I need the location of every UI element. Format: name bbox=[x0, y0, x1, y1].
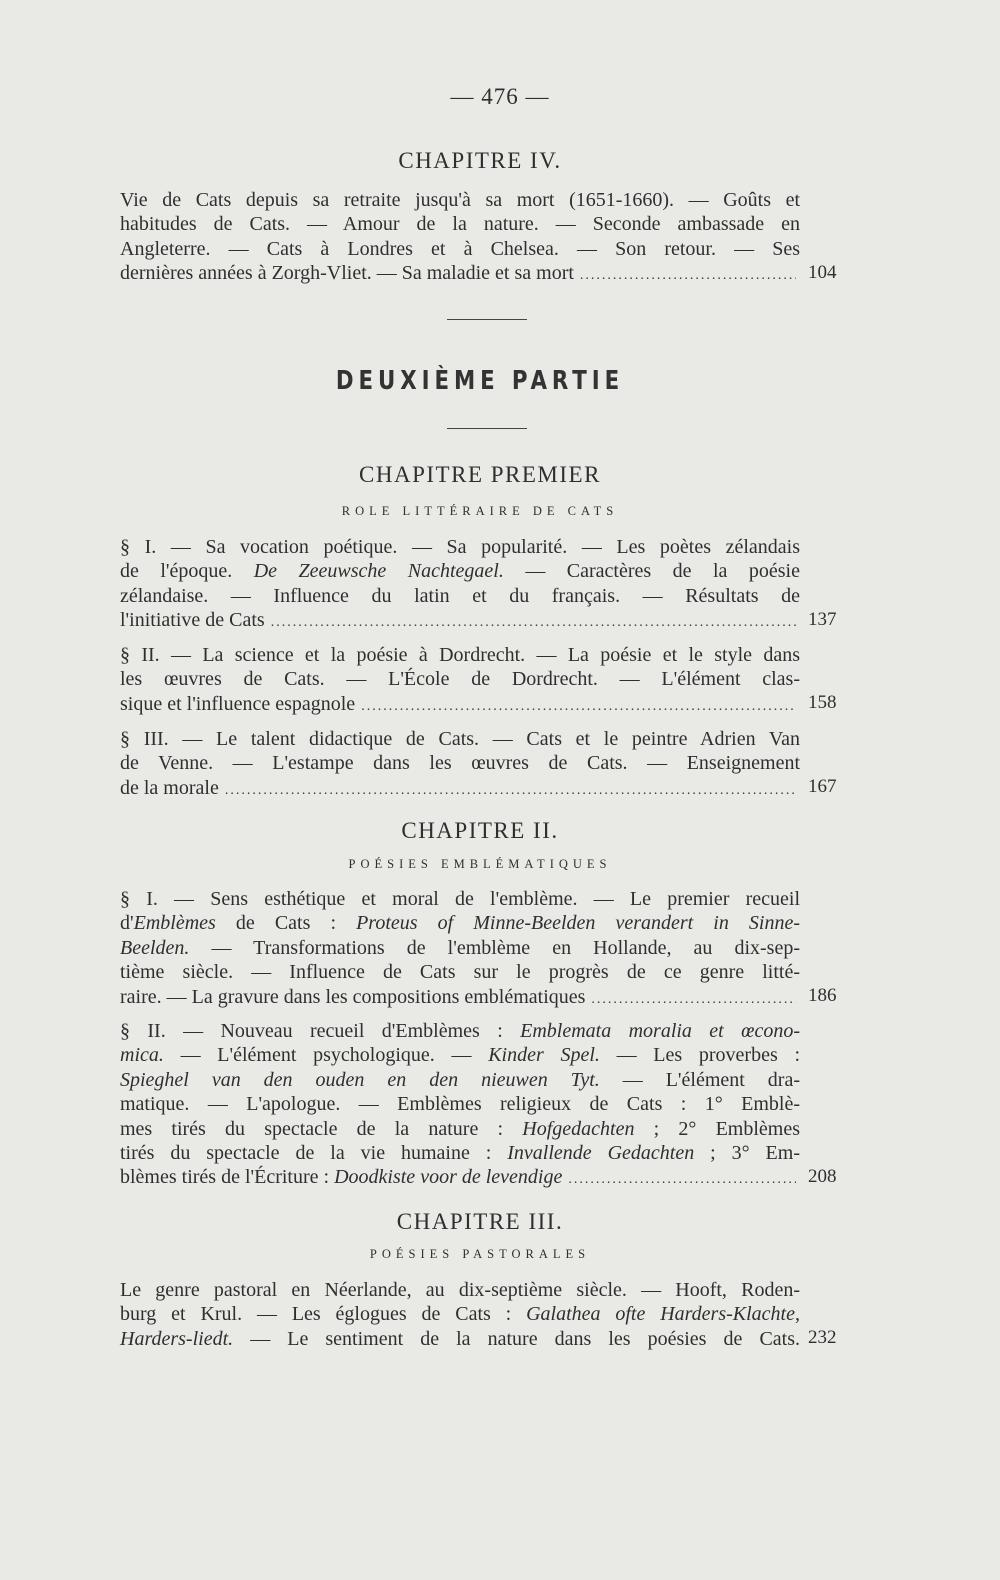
chapter-premier-subtitle: ROLE LITTÉRAIRE DE CATS bbox=[341, 504, 619, 518]
entry-last-line: l'initiative de Cats ..... bbox=[162, 608, 800, 635]
entry-line: les œuvres de Cats. — L'École de Dordrecht. — L'élément clas- bbox=[120, 668, 800, 691]
page-ref: 208 bbox=[808, 1166, 837, 1187]
page-ref: 232 bbox=[808, 1327, 837, 1348]
chapter-iv-entry bbox=[120, 188, 800, 289]
leader-dots bbox=[589, 988, 796, 1012]
entry-last-line: dernières années à Zorgh-Vliet. — Sa maladie et sa mort ..... bbox=[162, 261, 800, 288]
section-i bbox=[120, 887, 801, 1012]
entry-line: Harders-liedt. — Le sentiment de la nature dans les poésies de Cats. bbox=[120, 1327, 800, 1350]
entry-line: tirés du spectacle de la vie humaine : Invallende Gedachten ; 3° Em- bbox=[120, 1142, 800, 1165]
page-ref: 137 bbox=[808, 609, 837, 630]
entry-line: burg et Krul. — Les églogues de Cats : Galathea ofte Harders-Klachte, bbox=[120, 1303, 800, 1326]
entry-line: Spieghel van den ouden en den nieuwen Tyt. — L'élément dra- bbox=[120, 1068, 800, 1091]
entry-line: mica. — L'élément psychologique. — Kinder Spel. — Les proverbes : bbox=[120, 1044, 800, 1067]
page-ref: 186 bbox=[808, 985, 837, 1006]
section-ii bbox=[120, 643, 800, 719]
entry-last-line: sique et l'influence espagnole ..... bbox=[162, 692, 800, 719]
chapter-iv-title: CHAPITRE IV. bbox=[398, 148, 562, 173]
section-ii bbox=[120, 1019, 800, 1193]
entry-line: d'Emblèmes de Cats : Proteus of Minne-Beelden verandert in Sinne- bbox=[120, 912, 801, 935]
chapter-ii-subtitle: POÉSIES EMBLÉMATIQUES bbox=[348, 857, 612, 871]
page-ref: 167 bbox=[808, 776, 837, 797]
leader-dots bbox=[223, 779, 796, 803]
divider bbox=[447, 319, 527, 320]
entry-line: § II. — La science et la poésie à Dordrecht. — La poésie et le style dans bbox=[120, 644, 800, 666]
entry-line: mes tirés du spectacle de la nature : Hofgedachten ; 2° Emblèmes bbox=[120, 1117, 800, 1140]
entry-line: Le genre pastoral en Néerlande, au dix-septième siècle. — Hooft, Roden- bbox=[120, 1279, 800, 1301]
entry-line: tième siècle. — Influence de Cats sur le progrès de ce genre litté- bbox=[120, 961, 800, 984]
section-i bbox=[120, 535, 800, 636]
chapter-iii-title: CHAPITRE III. bbox=[396, 1209, 564, 1234]
chapter-premier-title: CHAPITRE PREMIER bbox=[359, 462, 601, 487]
entry-line: habitudes de Cats. — Amour de la nature. — Seconde ambassade en bbox=[120, 213, 800, 236]
page-number: — 476 — bbox=[450, 84, 550, 109]
entry-line: § III. — Le talent didactique de Cats. — Cats et le peintre Adrien Van bbox=[120, 728, 800, 750]
entry-last-line: blèmes tirés de l'Écriture : Doodkiste voor de levendige ..... bbox=[162, 1165, 800, 1192]
section-iii bbox=[120, 727, 800, 803]
entry-line: zélandaise. — Influence du latin et du français. — Résultats de bbox=[120, 584, 800, 607]
entry-line: § II. — Nouveau recueil d'Emblèmes : Emblemata moralia et œcono- bbox=[120, 1020, 800, 1042]
entry-line: Beelden. — Transformations de l'emblème en Hollande, au dix-sep- bbox=[120, 936, 800, 959]
entry-line: matique. — L'apologue. — Emblèmes religieux de Cats : 1° Emblè- bbox=[120, 1093, 800, 1116]
entry-line: § I. — Sens esthétique et moral de l'emblème. — Le premier recueil bbox=[120, 888, 800, 910]
page-ref: 104 bbox=[808, 262, 837, 283]
chapter-iii-entry bbox=[120, 1278, 800, 1351]
entry-line: Vie de Cats depuis sa retraite jusqu'à sa mort (1651-1660). — Goûts et bbox=[120, 189, 800, 211]
leader-dots bbox=[269, 611, 796, 635]
divider bbox=[447, 428, 527, 429]
entry-line: de Venne. — L'estampe dans les œuvres de Cats. — Enseignement bbox=[120, 752, 800, 775]
part-title: DEUXIÈME PARTIE bbox=[335, 366, 625, 396]
leader-dots bbox=[566, 1168, 796, 1192]
leader-dots bbox=[578, 264, 796, 288]
entry-line: de l'époque. De Zeeuwsche Nachtegael. — Caractères de la poésie bbox=[120, 560, 800, 583]
entry-last-line: de la morale ..... bbox=[162, 776, 800, 803]
chapter-iii-subtitle: POÉSIES PASTORALES bbox=[369, 1247, 591, 1261]
leader-dots bbox=[359, 695, 796, 719]
page-ref: 158 bbox=[808, 692, 837, 713]
chapter-ii-title: CHAPITRE II. bbox=[401, 818, 559, 843]
entry-line: Angleterre. — Cats à Londres et à Chelsea. — Son retour. — Ses bbox=[120, 237, 800, 260]
entry-last-line: raire. — La gravure dans les compositions emblématiques ..... bbox=[162, 985, 800, 1012]
entry-line: § I. — Sa vocation poétique. — Sa popularité. — Les poètes zélandais bbox=[120, 536, 800, 558]
